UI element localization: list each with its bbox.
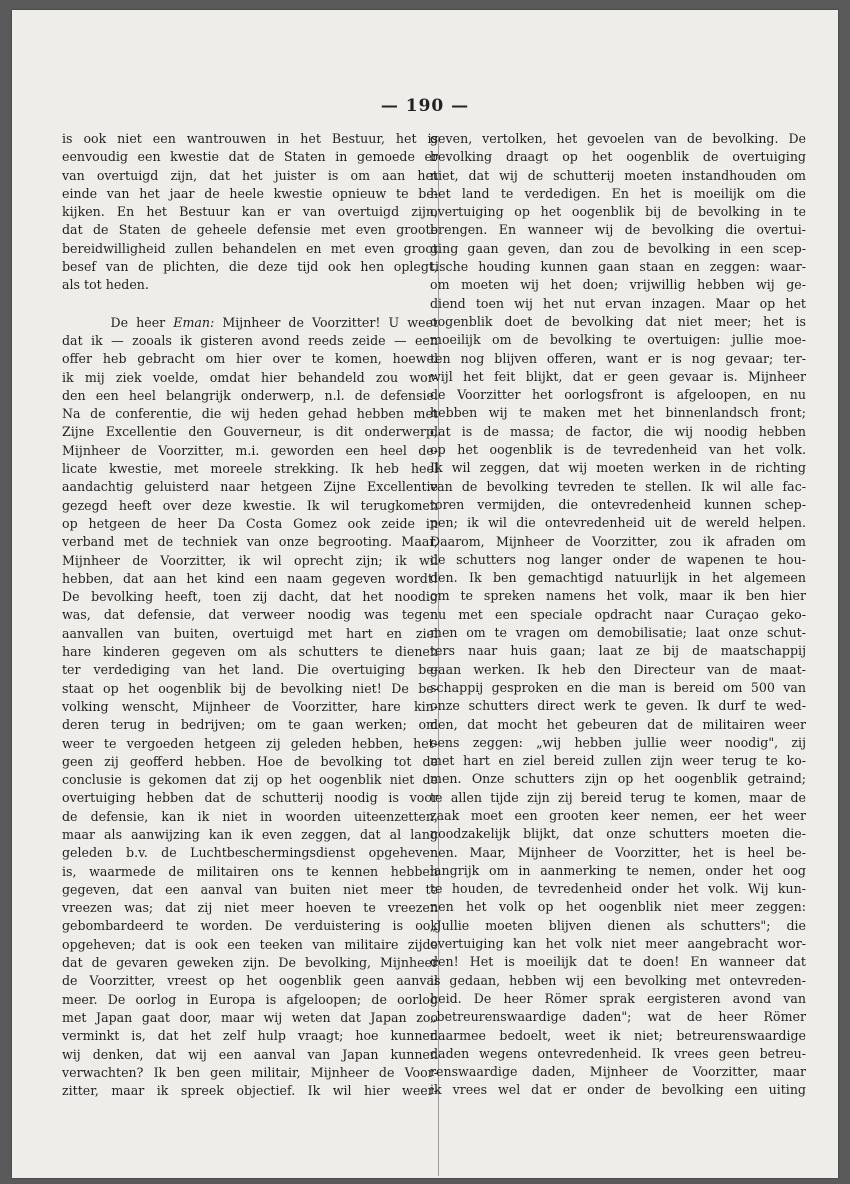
text-line: toren vermijden, die ontevredenheid kunnen schep- [430,496,806,512]
text-line: verminkt is, dat het zelf hulp vraagt; hoe kunnen [62,1028,438,1044]
text-line: brengen. En wanneer wij de bevolking die overtui- [430,222,806,238]
text-line: om moeten wij het doen; vrijwillig hebben wij ge- [430,277,806,293]
text-line: verband met de techniek van onze begrooting. Maar, [62,534,438,550]
text-line: tische houding kunnen gaan staan en zeggen: waar- [430,259,806,275]
text-line: wij denken, dat wij een aanval van Japan kunnen [62,1046,438,1062]
text-line: om te spreken namens het volk, maar ik ben hier [430,588,806,604]
text-line: ter verdediging van het land. Die overtuiging be- [62,662,438,678]
text-line: is gedaan, hebben wij een bevolking met ontevreden- [430,972,806,988]
text-line: eens zeggen: „wij hebben jullie weer noodig", zij [430,734,806,750]
text-line: kijken. En het Bestuur kan er van overtuigd zijn, [62,204,438,220]
text-line: niet, dat wij de schutterij moeten instandhouden om [430,167,806,183]
speaker-line [62,314,438,332]
text-line: heid. De heer Römer sprak eergisteren avond van [430,990,806,1006]
text-line: op het oogenblik is de tevredenheid van het volk. [430,442,806,458]
text-line: geleden b.v. de Luchtbeschermingsdienst opgeheven [62,845,438,861]
text-line: den. Ik ben gemachtigd natuurlijk in het algemeen [430,570,806,586]
paragraph-1 [62,130,438,295]
text-line: overtuiging hebben dat de schutterij noodig is voor [62,790,438,806]
left-column [62,130,438,1100]
text-line: is ook niet een wantrouwen in het Bestuur, het is [62,131,438,146]
text-line: schappij gesproken en die man is bereid om 500 van [430,679,806,695]
text-line: weer te vergoeden hetgeen zij geleden hebben, het- [62,735,438,751]
text-line: met Japan gaat door, maar wij weten dat Japan zoo [62,1009,438,1025]
text-line: hebben, dat aan het kind een naam gegeven wordt! [62,570,438,586]
text-line: de defensie, kan ik niet in woorden uiteenzetten, [62,808,438,824]
text-line: ten nog blijven offeren, want er is nog gevaar; ter- [430,350,806,366]
text-line: „betreurenswaardige daden"; wat de heer Römer [430,1009,806,1025]
speaker-name: Eman: [173,314,215,330]
text-line: wijl het feit blijkt, dat er geen gevaar is. Mijnheer [430,368,806,384]
text-line: offer heb gebracht om hier over te komen, hoewel [62,351,438,367]
text-line: meer. De oorlog in Europa is afgeloopen; de oorlog [62,991,438,1007]
text-line: gezegd heeft over deze kwestie. Ik wil terugkomen [62,497,438,513]
page-number: — 190 — [380,96,470,116]
text-line: ging gaan geven, dan zou de bevolking in een scep- [430,240,806,256]
text-line: renswaardige daden, Mijnheer de Voorzitter, maar [430,1064,806,1080]
text-line: hare kinderen gegeven om als schutters te dienen [62,644,438,660]
text-line: hebben wij te maken met het binnenlandsch front; [430,405,806,421]
text-line: conclusie is gekomen dat zij op het oogenblik niet de [62,772,438,788]
text-line: onze schutters direct werk te geven. Ik durf te wed- [430,698,806,714]
text-line: pen; ik wil die ontevredenheid uit de wereld helpen. [430,515,806,531]
text-line: aanvallen van buiten, overtuigd met hart en ziel [62,625,438,641]
right-column [430,130,806,1100]
speaker-line-rest: Mijnheer de Voorzitter! U weet [214,314,438,330]
text-line: van de bevolking tevreden te stellen. Ik wil alle fac- [430,478,806,494]
text-line: dat is de massa; de factor, die wij noodig hebben [430,423,806,439]
text-line: het land te verdedigen. En het is moeilijk om die [430,185,806,201]
text-line: de schutters nog langer onder de wapenen te hou- [430,551,806,567]
text-line: nen. Maar, Mijnheer de Voorzitter, het is heel be- [430,844,806,860]
text-line: te houden, de tevredenheid onder het volk. Wij kun- [430,881,806,897]
text-line: gebombardeerd te worden. De verduistering is ook [62,918,438,934]
paragraph-gap [62,295,438,314]
paragraph-2 [62,314,438,1101]
text-line: dat ik — zooals ik gisteren avond reeds zeide — een [62,332,438,348]
text-line: de Voorzitter het oorlogsfront is afgeloopen, en nu [430,387,806,403]
paragraph-3 [430,130,806,1100]
text-line: verwachten? Ik ben geen militair, Mijnheer de Voor- [62,1064,438,1080]
text-line: gegeven, dat een aanval van buiten niet meer te [62,881,438,897]
text-line: „Jullie moeten blijven dienen als schutters"; die [430,917,806,933]
text-line: oogenblik doet de bevolking dat niet meer; het is [430,313,806,329]
text-line: Zijne Excellentie den Gouverneur, is dit onderwerp, [62,424,438,440]
text-line: eenvoudig een kwestie dat de Staten in gemoede er [62,149,438,165]
text-line: den een heel belangrijk onderwerp, n.l. de defensie. [62,387,438,403]
text-line: bereidwilligheid zullen behandelen en met even groot [62,240,438,256]
text-line: den, dat mocht het gebeuren dat de militairen weer [430,716,806,732]
text-line: Daarom, Mijnheer de Voorzitter, zou ik afraden om [430,533,806,549]
text-line: noodzakelijk blijkt, dat onze schutters moeten die- [430,826,806,842]
text-line: langrijk om in aanmerking te nemen, onder het oog [430,862,806,878]
text-line: overtuiging kan het volk niet meer aangebracht wor- [430,936,806,952]
text-line: licate kwestie, met moreele strekking. Ik heb heel [62,461,438,477]
text-line: maar als aanwijzing kan ik even zeggen, dat al lang [62,826,438,842]
text-line: aandachtig geluisterd naar hetgeen Zijne Excellentie [62,479,438,495]
text-line: Na de conferentie, die wij heden gehad hebben met [62,406,438,422]
text-line: den! Het is moeilijk dat te doen! En wanneer dat [430,954,806,970]
document-page [12,10,838,1178]
text-line: dat de gevaren geweken zijn. De bevolking, Mijnheer [62,955,438,971]
text-line: deren terug in bedrijven; om te gaan werken; om [62,717,438,733]
text-line: Ik wil zeggen, dat wij moeten werken in de richting [430,460,806,476]
text-line: gaan werken. Ik heb den Directeur van de maat- [430,661,806,677]
text-line: bevolking draagt op het oogenblik de overtuiging [430,149,806,165]
text-line: diend toen wij het nut ervan inzagen. Maar op het [430,295,806,311]
text-line: de Voorzitter, vreest op het oogenblik geen aanval [62,973,438,989]
speaker-intro: De heer [110,314,174,330]
text-line: Mijnheer de Voorzitter, ik wil oprecht zijn; ik wil [62,552,438,568]
text-line: De bevolking heeft, toen zij dacht, dat het noodig [62,589,438,605]
text-line: nen het volk op het oogenblik niet meer zeggen: [430,899,806,915]
text-line: moeilijk om de bevolking te overtuigen: jullie moe- [430,332,806,348]
text-line: staat op het oogenblik bij de bevolking niet! De be- [62,680,438,696]
text-line: is, waarmede de militairen ons te kennen hebben [62,863,438,879]
text-line: ters naar huis gaan; laat ze bij de maatschappij [430,643,806,659]
text-line: geven, vertolken, het gevoelen van de bevolking. De [430,131,806,146]
text-line: ik vrees wel dat er onder de bevolking een uiting [430,1082,806,1098]
text-line: daarmee bedoelt, weet ik niet; betreurenswaardige [430,1027,806,1043]
text-line: ik mij ziek voelde, omdat hier behandeld zou wor- [62,369,438,385]
text-line: daden wegens ontevredenheid. Ik vrees geen betreu- [430,1045,806,1061]
text-line: te allen tijde zijn zij bereid terug te komen, maar de [430,789,806,805]
text-line: men om te vragen om demobilisatie; laat onze schut- [430,625,806,641]
text-line: geen zij geofferd hebben. Hoe de bevolking tot de [62,753,438,769]
text-line: nu met een speciale opdracht naar Curaçao geko- [430,606,806,622]
text-line: met hart en ziel bereid zullen zijn weer terug te ko- [430,753,806,769]
text-line: op hetgeen de heer Da Costa Gomez ook zeide in [62,515,438,531]
text-line: opgeheven; dat is ook een teeken van militaire zijde [62,936,438,952]
text-line: besef van de plichten, die deze tijd ook hen oplegt, [62,259,438,275]
text-line: van overtuigd zijn, dat het juister is om aan het [62,167,438,183]
text-line: einde van het jaar de heele kwestie opnieuw te be- [62,185,438,201]
text-line: Mijnheer de Voorzitter, m.i. geworden een heel de- [62,442,438,458]
text-line: zaak moet een grooten keer nemen, eer het weer [430,807,806,823]
text-line: overtuiging op het oogenblik bij de bevolking in te [430,204,806,220]
text-line: volking wenscht, Mijnheer de Voorzitter, hare kin- [62,698,438,714]
text-line: zitter, maar ik spreek objectief. Ik wil hier weer- [62,1083,438,1099]
text-line: vreezen was; dat zij niet meer hoeven te vreezen [62,900,438,916]
text-line: was, dat defensie, dat verweer noodig was tegen [62,607,438,623]
text-line: als tot heden. [62,277,149,293]
text-line: dat de Staten de geheele defensie met even groote [62,222,438,238]
text-line: men. Onze schutters zijn op het oogenblik getraind; [430,771,806,787]
